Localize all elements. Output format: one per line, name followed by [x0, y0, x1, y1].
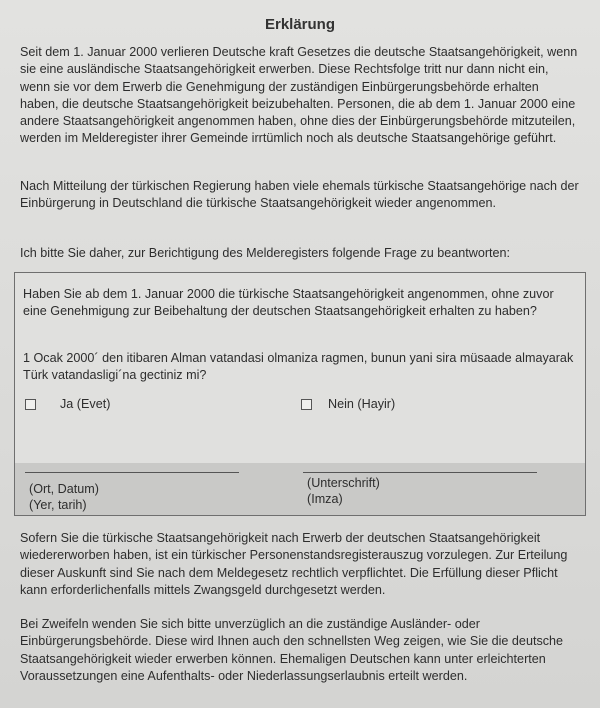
question-form [14, 272, 586, 516]
doubts-paragraph: Bei Zweifeln wenden Sie sich bitte unverzüglich an die zuständige Ausländer- oder Einbürgerungsbehörde. Diese wird Ihnen auch den schnellsten Weg zeigen, wie Sie die deutsche Staatsangehörigkeit wieder erwerben können. Ehemaligen Deutschen kann unter erleichterten Voraussetzungen eine Aufenthalts- oder Niederlassungserlaubnis erteilt werden. [20, 617, 564, 683]
question-german: Haben Sie ab dem 1. Januar 2000 die türkische Staatsangehörigkeit angenommen, ohne zuvor eine Genehmigung zur Beibehaltung der deutschen Staatsangehörigkeit erhalten zu haben? [23, 287, 554, 318]
notice-paragraph: Nach Mitteilung der türkischen Regierung haben viele ehemals türkische Staatsangehörige nach der Einbürgerung in Deutschland die türkische Staatsangehörigkeit wieder angenommen. [20, 179, 579, 211]
signature-line[interactable] [303, 472, 537, 473]
question-turkish: 1 Ocak 2000´ den itibaren Alman vatandasi olmaniza ragmen, bunun yani sira müsaade almayarak Türk vatandasligi´na gectiniz mi? [23, 351, 574, 382]
option-no[interactable] [301, 397, 395, 411]
no-label: Nein (Hayir) [328, 397, 396, 411]
signature-label-tr: (Imza) [307, 492, 343, 506]
intro-paragraph: Seit dem 1. Januar 2000 verlieren Deutsche kraft Gesetzes die deutsche Staatsangehörigkeit, wenn sie eine ausländische Staatsangehörigkeit erwerben. Diese Rechtsfolge tritt nur dann nicht ein, wenn sie vor dem Erwerb die Genehmigung der zuständigen Einbürgerungsbehörde erhalten haben, die deutsche Staatsangehörigkeit beizubehalten. Personen, die ab dem 1. Januar 2000 eine andere Staatsangehörigkeit angenommen haben, ohne dies der Einbürgerungsbehörde mitzuteilen, werden im Melderegister ihrer Gemeinde irrtümlich noch als deutsche Staatsangehörige geführt. [20, 45, 578, 146]
no-checkbox[interactable] [301, 399, 312, 410]
reacquire-paragraph: Sofern Sie die türkische Staatsangehörigkeit nach Erwerb der deutschen Staatsangehörigkeit wiedererworben haben, ist ein türkischer Personenstandsregisterauszug vorzulegen. Zur Erteilung dieser Auskunft sind Sie nach dem Meldegesetz rechtlich verpflichtet. Die Erfüllung dieser Pflicht kann erforderlichenfalls mittels Zwangsgeld durchgesetzt werden. [20, 531, 568, 597]
place-date-line[interactable] [25, 472, 239, 473]
yes-checkbox[interactable] [25, 399, 36, 410]
document-title: Erklärung [264, 16, 336, 33]
option-yes[interactable] [25, 397, 110, 411]
signature-label-de: (Unterschrift) [307, 476, 380, 490]
signature-area [15, 463, 585, 515]
yes-label: Ja (Evet) [60, 397, 111, 411]
place-date-label-de: (Ort, Datum) [29, 482, 99, 496]
place-date-label-tr: (Yer, tarih) [29, 498, 87, 512]
request-paragraph: Ich bitte Sie daher, zur Berichtigung des Melderegisters folgende Frage zu beantworten: [20, 246, 511, 260]
